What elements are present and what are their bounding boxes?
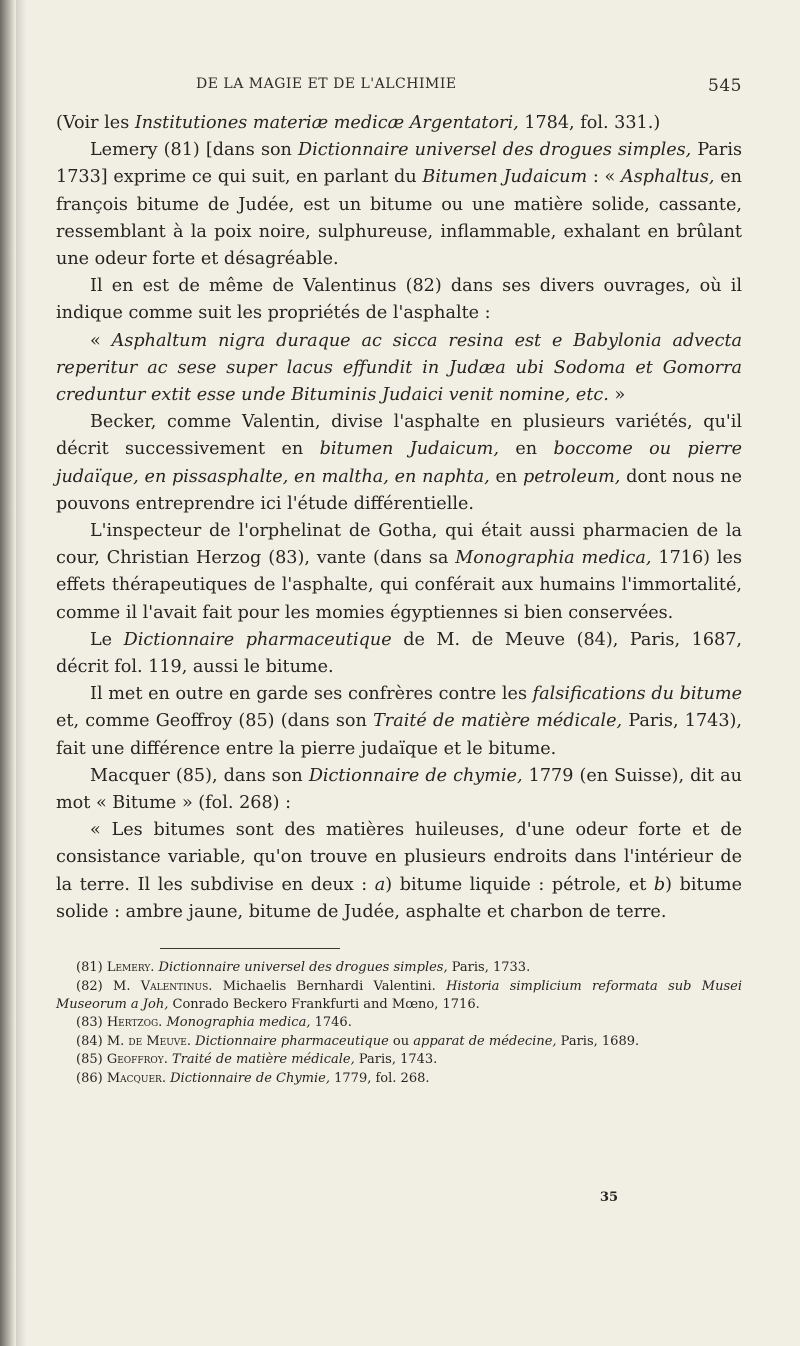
book-gutter — [0, 0, 16, 1346]
paragraph: Il met en outre en garde ses confrères contre les falsifications du bitume et, comme Geoffroy (85) (dans son Traité de matière médicale, Paris, 1743), fait une différence entre la pierre judaïque et le bitume. — [56, 684, 742, 759]
footnote: (82) M. Valentinus. Michaelis Bernhardi Valentini. Historia simplicium reformata sub Musei Museorum a Joh, Conrado Beckero Frankfurti and Mœno, 1716. — [56, 978, 742, 1012]
paragraph: Macquer (85), dans son Dictionnaire de chymie, 1779 (en Suisse), dit au mot « Bitume » (fol. 268) : — [56, 765, 743, 814]
footnote-rule — [160, 948, 340, 949]
latin-quote: « Asphaltum nigra duraque ac sicca resina est e Babylonia advecta reperitur ac sese super lacus effundit in Judæa ubi Sodoma et Gomorra creduntur extit esse unde Bituminis Judaici venit nomine, etc. » — [56, 330, 742, 406]
running-title: DE LA MAGIE ET DE L'ALCHIMIE — [196, 76, 457, 92]
paragraph: Il en est de même de Valentinus (82) dans ses divers ouvrages, où il indique comme suit les propriétés de l'asphalte : — [56, 276, 742, 324]
running-head — [56, 70, 742, 100]
book-page — [56, 70, 742, 1088]
paragraph: L'inspecteur de l'orphelinat de Gotha, qui était aussi pharmacien de la cour, Christian Herzog (83), vante (dans sa Monographia medica, 1716) les effets thérapeutiques de l'asphalte, qui conférait aux humains l'immortalité, comme il l'avait fait pour les momies égyptiennes si bien conservées. — [56, 521, 742, 623]
paragraph: Lemery (81) [dans son Dictionnaire universel des drogues simples, Paris 1733] exprime ce qui suit, en parlant du Bitumen Judaicum : « Asphaltus, en françois bitume de Judée, est un bitume ou une matière solide, cassante, ressemblant à la poix noire, sulphureuse, inflammable, exhalant en brûlant une odeur forte et désagréable. — [56, 140, 742, 270]
footnote: (84) M. de Meuve. Dictionnaire pharmaceutique ou apparat de médecine, Paris, 1689. — [76, 1033, 640, 1049]
footnote: (85) Geoffroy. Traité de matière médicale, Paris, 1743. — [76, 1052, 438, 1068]
paragraph: (Voir les Institutiones materiæ medicæ Argentatori, 1784, fol. 331.) — [56, 113, 661, 133]
paragraph: Le Dictionnaire pharmaceutique de M. de Meuve (84), Paris, 1687, décrit fol. 119, aussi le bitume. — [56, 629, 742, 678]
gutter-shadow — [16, 0, 26, 1346]
footnote: (81) Lemery. Dictionnaire universel des drogues simples, Paris, 1733. — [76, 960, 531, 976]
paragraph: Becker, comme Valentin, divise l'asphalte en plusieurs variétés, qu'il décrit successivement en bitumen Judaicum, en boccome ou pierre judaïque, en pissasphalte, en maltha, en naphta, en petroleum, dont nous ne pouvons entreprendre ici l'étude différentielle. — [56, 412, 742, 514]
signature-mark: 35 — [600, 1190, 619, 1205]
quotation: « Les bitumes sont des matières huileuses, d'une odeur forte et de consistance variable, qu'on trouve en plusieurs endroits dans l'intérieur de la terre. Il les subdivise en deux : a) bitume liquide : pétrole, et b) bitume solide : ambre jaune, bitume de Judée, asphalte et charbon de terre. — [56, 820, 742, 922]
footnote: (86) Macquer. Dictionnaire de Chymie, 1779, fol. 268. — [76, 1070, 430, 1086]
page-number: 545 — [708, 76, 742, 96]
footnote: (83) Hertzog. Monographia medica, 1746. — [76, 1015, 352, 1031]
footnotes — [56, 959, 742, 1088]
body-text — [56, 110, 742, 926]
